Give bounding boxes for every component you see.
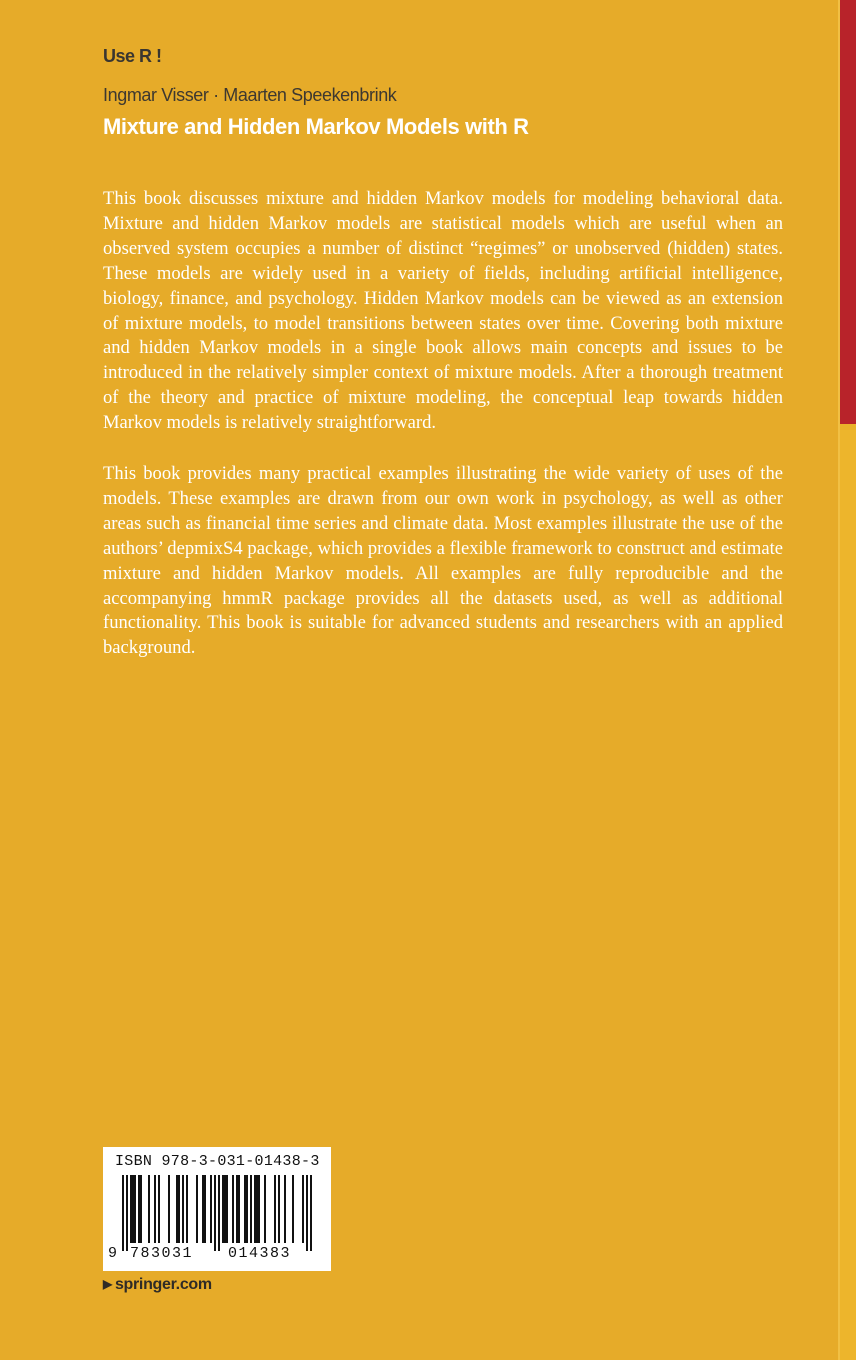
barcode-bar bbox=[278, 1175, 280, 1243]
barcode-bar bbox=[214, 1175, 216, 1251]
publisher-link-text: springer.com bbox=[114, 1276, 212, 1293]
barcode-bar bbox=[196, 1175, 198, 1243]
barcode-bar bbox=[158, 1175, 160, 1243]
barcode-bar bbox=[182, 1175, 184, 1243]
ean-left-group: 783031 bbox=[130, 1245, 194, 1262]
barcode bbox=[111, 1175, 323, 1251]
ean-first-digit: 9 bbox=[108, 1245, 119, 1262]
barcode-bar bbox=[232, 1175, 234, 1243]
barcode-panel bbox=[103, 1147, 331, 1271]
barcode-bar bbox=[306, 1175, 308, 1251]
barcode-bar bbox=[226, 1175, 228, 1243]
barcode-bar bbox=[202, 1175, 204, 1243]
barcode-bar bbox=[168, 1175, 170, 1243]
barcode-bar bbox=[222, 1175, 224, 1243]
barcode-bar bbox=[140, 1175, 142, 1243]
barcode-bar bbox=[256, 1175, 258, 1243]
barcode-bar bbox=[130, 1175, 132, 1243]
barcode-bar bbox=[138, 1175, 140, 1243]
barcode-bar bbox=[148, 1175, 150, 1243]
barcode-bar bbox=[224, 1175, 226, 1243]
barcode-bar bbox=[258, 1175, 260, 1243]
barcode-bar bbox=[186, 1175, 188, 1243]
barcode-bar bbox=[302, 1175, 304, 1243]
blurb-paragraph-2: This book provides many practical examples illustrating the wide variety of uses of the models. These examples are drawn from our own work in psychology, as well as other areas such as financial time series and climate data. Most examples illustrate the use of the authors’ depmixS4 package, which provides a flexible framework to construct and estimate mixture and hidden Markov models. All examples are fully reproducible and the accompanying hmmR package provides all the datasets used, as well as additional functionality. This book is suitable for advanced students and researchers with an applied background. bbox=[103, 463, 783, 659]
barcode-bar bbox=[154, 1175, 156, 1243]
barcode-bar bbox=[210, 1175, 212, 1243]
barcode-bar bbox=[250, 1175, 252, 1243]
isbn-label: ISBN 978-3-031-01438-3 bbox=[115, 1153, 320, 1170]
barcode-bar bbox=[132, 1175, 134, 1243]
barcode-bar bbox=[238, 1175, 240, 1243]
blurb-paragraph-1: This book discusses mixture and hidden Markov models for modeling behavioral data. Mixture and hidden Markov models are statistical models which are useful when an observed system occupies a number of distinct “regimes” or unobserved (hidden) states. These models are widely used in a variety of fields, including artificial intelligence, biology, finance, and psychology. Hidden Markov models can be viewed as an extension of mixture models, to model transitions between states over time. Covering both mixture and hidden Markov models in a single book allows main concepts and issues to be introduced in the relatively simpler context of mixture models. After a thorough treatment of the theory and practice of mixture modeling, the conceptual leap towards hidden Markov models is relatively straightforward. bbox=[103, 188, 783, 434]
book-authors: Ingmar Visser · Maarten Speekenbrink bbox=[103, 85, 397, 105]
barcode-bar bbox=[178, 1175, 180, 1243]
barcode-bar bbox=[134, 1175, 136, 1243]
spine-red-band bbox=[840, 0, 856, 424]
publisher-link[interactable] bbox=[103, 1276, 212, 1294]
triangle-right-icon: ▶ bbox=[103, 1277, 112, 1291]
barcode-bar bbox=[126, 1175, 128, 1251]
barcode-bar bbox=[236, 1175, 238, 1243]
barcode-bar bbox=[122, 1175, 124, 1251]
series-name: Use R ! bbox=[103, 46, 162, 66]
barcode-bar bbox=[244, 1175, 246, 1243]
barcode-bar bbox=[264, 1175, 266, 1243]
spine-yellow-band bbox=[840, 430, 856, 1360]
barcode-bar bbox=[284, 1175, 286, 1243]
barcode-bar bbox=[204, 1175, 206, 1243]
ean-right-group: 014383 bbox=[228, 1245, 292, 1262]
barcode-bar bbox=[246, 1175, 248, 1243]
barcode-bar bbox=[274, 1175, 276, 1243]
book-title: Mixture and Hidden Markov Models with R bbox=[103, 114, 529, 139]
barcode-bar bbox=[218, 1175, 220, 1251]
barcode-bar bbox=[254, 1175, 256, 1243]
barcode-bar bbox=[292, 1175, 294, 1243]
barcode-bar bbox=[176, 1175, 178, 1243]
barcode-bar bbox=[310, 1175, 312, 1251]
